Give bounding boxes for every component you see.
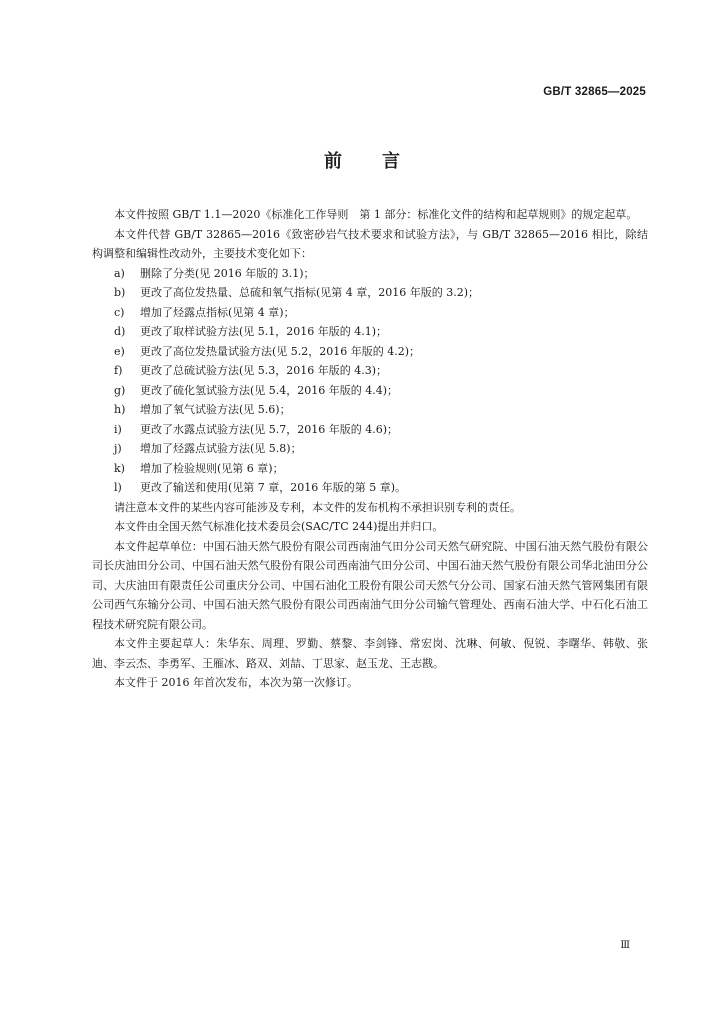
list-item-label: h) (114, 403, 126, 416)
list-item-text: 更改了硫化氢试验方法(见 5.4，2016 年版的 4.4)； (140, 383, 399, 397)
list-item-text: 增加了烃露点指标(见第 4 章)； (140, 305, 295, 319)
list-item-text: 更改了取样试验方法(见 5.1，2016 年版的 4.1)； (140, 325, 388, 338)
list-item (92, 381, 648, 401)
list-item-text: 增加了氧气试验方法(见 5.6)； (140, 403, 291, 416)
foreword-body (92, 205, 648, 693)
list-item (92, 283, 648, 303)
list-item (92, 400, 648, 420)
list-item-text: 删除了分类(见 2016 年版的 3.1)； (140, 266, 315, 280)
paragraph-drafting-units: 本文件起草单位：中国石油天然气股份有限公司西南油气田分公司天然气研究院、中国石油天然气股份有限公司长庆油田分公司、中国石油天然气股份有限公司西南油气田分公司、中国石油天然气股份有限公司华北油田分公司、大庆油田有限责任公司重庆分公司、中国石油化工股份有限公司天然气分公司、国家石油天然气管网集团有限公司西气东输分公司、中国石油天然气股份有限公司西南油气田分公司输气管理处、西南石油大学、中石化石油工程技术研究院有限公司。 (92, 539, 648, 631)
list-item-label: d) (114, 325, 126, 338)
paragraph-drafting-rules: 本文件按照 GB/T 1.1—2020《标准化工作导则 第 1 部分：标准化文件的结构和起草规则》的规定起草。 (114, 208, 638, 221)
list-item-label: g) (114, 383, 126, 397)
list-item-text: 更改了高位发热量试验方法(见 5.2，2016 年版的 4.2)； (140, 344, 421, 358)
list-item-text: 增加了烃露点试验方法(见 5.8)； (140, 442, 302, 455)
paragraph-publication-history: 本文件于 2016 年首次发布，本次为第一次修订。 (114, 676, 358, 689)
list-item-label: f) (114, 364, 123, 377)
list-item-label: a) (114, 266, 125, 280)
list-item-label: j) (114, 442, 122, 455)
list-item (92, 264, 648, 284)
list-item-label: k) (114, 461, 125, 475)
list-item-label: b) (114, 286, 126, 299)
technical-changes-list (92, 264, 648, 498)
paragraph-committee: 本文件由全国天然气标准化技术委员会(SAC/TC 244)提出并归口。 (114, 520, 444, 533)
list-item-text: 增加了检验规则(见第 6 章)； (140, 461, 284, 475)
list-item (92, 361, 648, 381)
list-item-label: l) (114, 481, 122, 494)
page-number: Ⅲ (620, 940, 630, 951)
list-item-text: 更改了总硫试验方法(见 5.3，2016 年版的 4.3)； (140, 364, 388, 377)
list-item-label: i) (114, 422, 122, 436)
list-item (92, 478, 648, 498)
list-item-text: 更改了水露点试验方法(见 5.7，2016 年版的 4.6)； (140, 422, 399, 436)
list-item-text: 更改了高位发热量、总硫和氧气指标(见第 4 章，2016 年版的 3.2)； (140, 286, 480, 299)
list-item (92, 322, 648, 342)
list-item (92, 420, 648, 440)
paragraph-replaces-standard: 本文件代替 GB/T 32865—2016《致密砂岩气技术要求和试验方法》，与 GB/T 32865—2016 相比，除结构调整和编辑性改动外，主要技术变化如下： (92, 227, 648, 260)
page-title: 前言 (324, 151, 440, 172)
standard-code-header: GB/T 32865—2025 (543, 86, 646, 98)
list-item (92, 459, 648, 479)
list-item (92, 342, 648, 362)
paragraph-drafters: 本文件主要起草人：朱华东、周理、罗勤、蔡黎、李剑锋、常宏岗、沈琳、何敏、倪锐、李曙华、韩敬、张迪、李云杰、李勇军、王雁冰、路双、刘喆、丁思家、赵玉龙、王志戡。 (92, 637, 648, 670)
list-item (92, 439, 648, 459)
list-item-label: e) (114, 344, 125, 358)
list-item-label: c) (114, 305, 125, 319)
paragraph-patent-notice: 请注意本文件的某些内容可能涉及专利，本文件的发布机构不承担识别专利的责任。 (114, 500, 521, 514)
list-item (92, 303, 648, 323)
list-item-text: 更改了输送和使用(见第 7 章，2016 年版的第 5 章)。 (140, 481, 407, 494)
